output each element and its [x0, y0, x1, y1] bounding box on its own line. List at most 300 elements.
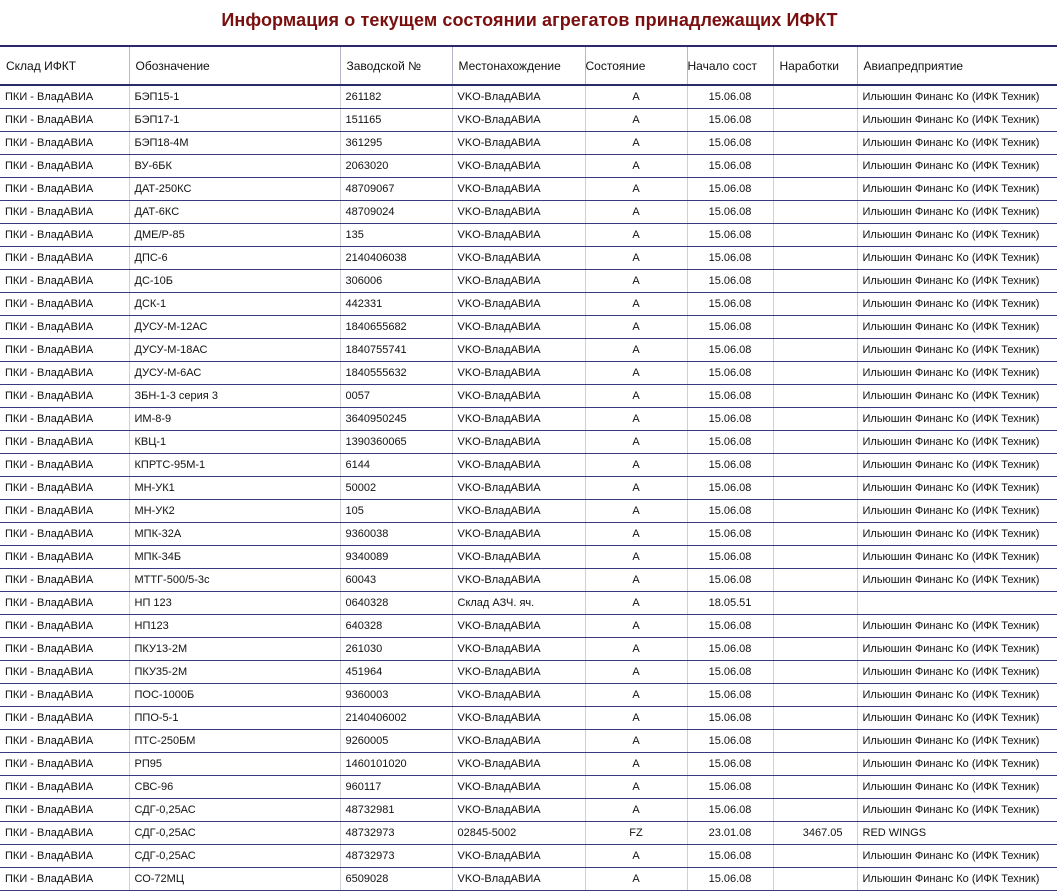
cell-airline: Ильюшин Финанс Ко (ИФК Техник): [857, 385, 1057, 408]
table-row[interactable]: [0, 661, 1057, 684]
cell-warehouse: ПКИ - ВладАВИА: [0, 684, 129, 707]
cell-warehouse: ПКИ - ВладАВИА: [0, 753, 129, 776]
cell-state: A: [585, 362, 687, 385]
table-row[interactable]: [0, 707, 1057, 730]
cell-airline: Ильюшин Финанс Ко (ИФК Техник): [857, 523, 1057, 546]
cell-designation: ДМЕ/Р-85: [129, 224, 340, 247]
cell-state: A: [585, 500, 687, 523]
cell-warehouse: ПКИ - ВладАВИА: [0, 707, 129, 730]
cell-state-start: 15.06.08: [687, 454, 773, 477]
cell-state: A: [585, 799, 687, 822]
cell-airline: Ильюшин Финанс Ко (ИФК Техник): [857, 201, 1057, 224]
cell-location: VKO-ВладАВИА: [452, 730, 585, 753]
cell-location: VKO-ВладАВИА: [452, 477, 585, 500]
table-row[interactable]: [0, 500, 1057, 523]
column-header-airline[interactable]: Авиапредприятие: [857, 46, 1057, 85]
column-header-serial-number[interactable]: Заводской №: [340, 46, 452, 85]
cell-operating-time: [773, 661, 857, 684]
table-row[interactable]: [0, 362, 1057, 385]
table-row[interactable]: [0, 523, 1057, 546]
cell-state-start: 15.06.08: [687, 799, 773, 822]
cell-serial-number: 50002: [340, 477, 452, 500]
cell-warehouse: ПКИ - ВладАВИА: [0, 155, 129, 178]
cell-state: A: [585, 339, 687, 362]
cell-designation: ДСК-1: [129, 293, 340, 316]
cell-warehouse: ПКИ - ВладАВИА: [0, 845, 129, 868]
cell-operating-time: [773, 224, 857, 247]
cell-warehouse: ПКИ - ВладАВИА: [0, 523, 129, 546]
cell-state: A: [585, 730, 687, 753]
cell-state: A: [585, 155, 687, 178]
cell-location: VKO-ВладАВИА: [452, 661, 585, 684]
cell-operating-time: [773, 776, 857, 799]
cell-airline: Ильюшин Финанс Ко (ИФК Техник): [857, 546, 1057, 569]
table-row[interactable]: [0, 799, 1057, 822]
cell-designation: ДУСУ-М-12АС: [129, 316, 340, 339]
cell-warehouse: ПКИ - ВладАВИА: [0, 454, 129, 477]
cell-operating-time: [773, 799, 857, 822]
cell-serial-number: 48732973: [340, 822, 452, 845]
cell-designation: ИМ-8-9: [129, 408, 340, 431]
table-row[interactable]: [0, 845, 1057, 868]
cell-location: VKO-ВладАВИА: [452, 615, 585, 638]
cell-serial-number: 0057: [340, 385, 452, 408]
cell-airline: Ильюшин Финанс Ко (ИФК Техник): [857, 362, 1057, 385]
page-title: Информация о текущем состоянии агрегатов принадлежащих ИФКТ: [221, 10, 838, 30]
cell-state-start: 15.06.08: [687, 661, 773, 684]
cell-designation: МН-УК2: [129, 500, 340, 523]
cell-designation: ПКУ13-2М: [129, 638, 340, 661]
cell-airline: Ильюшин Финанс Ко (ИФК Техник): [857, 753, 1057, 776]
cell-state-start: 15.06.08: [687, 293, 773, 316]
cell-serial-number: 442331: [340, 293, 452, 316]
cell-serial-number: 151165: [340, 109, 452, 132]
cell-location: VKO-ВладАВИА: [452, 293, 585, 316]
cell-designation: СО-72МЦ: [129, 868, 340, 891]
cell-warehouse: ПКИ - ВладАВИА: [0, 201, 129, 224]
table-row[interactable]: [0, 546, 1057, 569]
cell-airline: Ильюшин Финанс Ко (ИФК Техник): [857, 85, 1057, 109]
table-row[interactable]: [0, 385, 1057, 408]
cell-location: VKO-ВладАВИА: [452, 385, 585, 408]
cell-warehouse: ПКИ - ВладАВИА: [0, 546, 129, 569]
table-row[interactable]: [0, 155, 1057, 178]
cell-state-start: 15.06.08: [687, 868, 773, 891]
cell-designation: ДУСУ-М-6АС: [129, 362, 340, 385]
cell-operating-time: [773, 85, 857, 109]
cell-serial-number: 1390360065: [340, 431, 452, 454]
cell-operating-time: [773, 362, 857, 385]
cell-operating-time: [773, 615, 857, 638]
cell-state: A: [585, 85, 687, 109]
cell-serial-number: 6144: [340, 454, 452, 477]
cell-designation: ЗБН-1-3 серия 3: [129, 385, 340, 408]
cell-state: A: [585, 661, 687, 684]
cell-designation: МПК-32А: [129, 523, 340, 546]
cell-location: VKO-ВладАВИА: [452, 270, 585, 293]
cell-operating-time: [773, 431, 857, 454]
cell-airline: Ильюшин Финанс Ко (ИФК Техник): [857, 408, 1057, 431]
cell-designation: СДГ-0,25АС: [129, 822, 340, 845]
cell-location: VKO-ВладАВИА: [452, 109, 585, 132]
cell-warehouse: ПКИ - ВладАВИА: [0, 385, 129, 408]
cell-designation: КВЦ-1: [129, 431, 340, 454]
column-header-state-start[interactable]: Начало сост: [687, 46, 773, 85]
cell-designation: МН-УК1: [129, 477, 340, 500]
cell-location: VKO-ВладАВИА: [452, 868, 585, 891]
cell-serial-number: 3640950245: [340, 408, 452, 431]
cell-designation: МТТГ-500/5-3с: [129, 569, 340, 592]
cell-designation: НП 123: [129, 592, 340, 615]
cell-serial-number: 105: [340, 500, 452, 523]
cell-airline: Ильюшин Финанс Ко (ИФК Техник): [857, 270, 1057, 293]
cell-designation: БЭП15-1: [129, 85, 340, 109]
cell-designation: ДАТ-6КС: [129, 201, 340, 224]
table-row[interactable]: [0, 339, 1057, 362]
cell-operating-time: [773, 201, 857, 224]
cell-state: A: [585, 523, 687, 546]
cell-state: A: [585, 546, 687, 569]
cell-state: A: [585, 753, 687, 776]
cell-state: FZ: [585, 822, 687, 845]
cell-airline: Ильюшин Финанс Ко (ИФК Техник): [857, 661, 1057, 684]
cell-airline: Ильюшин Финанс Ко (ИФК Техник): [857, 638, 1057, 661]
cell-location: VKO-ВладАВИА: [452, 362, 585, 385]
cell-serial-number: 9340089: [340, 546, 452, 569]
cell-state: A: [585, 477, 687, 500]
cell-warehouse: ПКИ - ВладАВИА: [0, 316, 129, 339]
cell-airline: Ильюшин Финанс Ко (ИФК Техник): [857, 500, 1057, 523]
cell-designation: ДПС-6: [129, 247, 340, 270]
cell-state: A: [585, 408, 687, 431]
column-header-state[interactable]: Состояние: [585, 46, 687, 85]
cell-airline: Ильюшин Финанс Ко (ИФК Техник): [857, 799, 1057, 822]
cell-airline: [857, 592, 1057, 615]
cell-warehouse: ПКИ - ВладАВИА: [0, 293, 129, 316]
cell-operating-time: [773, 523, 857, 546]
cell-state-start: 15.06.08: [687, 431, 773, 454]
table-row[interactable]: [0, 615, 1057, 638]
cell-state-start: 15.06.08: [687, 362, 773, 385]
cell-state-start: 15.06.08: [687, 270, 773, 293]
cell-location: VKO-ВладАВИА: [452, 201, 585, 224]
cell-state-start: 15.06.08: [687, 201, 773, 224]
cell-airline: Ильюшин Финанс Ко (ИФК Техник): [857, 431, 1057, 454]
table-row[interactable]: [0, 868, 1057, 891]
cell-warehouse: ПКИ - ВладАВИА: [0, 431, 129, 454]
cell-location: VKO-ВладАВИА: [452, 454, 585, 477]
cell-state-start: 15.06.08: [687, 638, 773, 661]
cell-operating-time: [773, 546, 857, 569]
table-row[interactable]: [0, 730, 1057, 753]
cell-state: A: [585, 707, 687, 730]
cell-location: VKO-ВладАВИА: [452, 523, 585, 546]
cell-location: VKO-ВладАВИА: [452, 132, 585, 155]
cell-airline: Ильюшин Финанс Ко (ИФК Техник): [857, 615, 1057, 638]
cell-operating-time: [773, 270, 857, 293]
cell-state-start: 15.06.08: [687, 477, 773, 500]
cell-operating-time: [773, 155, 857, 178]
cell-warehouse: ПКИ - ВладАВИА: [0, 339, 129, 362]
table-row[interactable]: [0, 316, 1057, 339]
cell-warehouse: ПКИ - ВладАВИА: [0, 224, 129, 247]
cell-warehouse: ПКИ - ВладАВИА: [0, 822, 129, 845]
cell-location: VKO-ВладАВИА: [452, 247, 585, 270]
cell-operating-time: [773, 132, 857, 155]
cell-warehouse: ПКИ - ВладАВИА: [0, 638, 129, 661]
cell-state-start: 15.06.08: [687, 385, 773, 408]
cell-serial-number: 261182: [340, 85, 452, 109]
cell-state: A: [585, 132, 687, 155]
table-row[interactable]: [0, 776, 1057, 799]
cell-location: Склад АЗЧ. яч.: [452, 592, 585, 615]
cell-state-start: 15.06.08: [687, 316, 773, 339]
cell-operating-time: [773, 638, 857, 661]
cell-serial-number: 48709024: [340, 201, 452, 224]
cell-state-start: 15.06.08: [687, 776, 773, 799]
cell-designation: ППО-5-1: [129, 707, 340, 730]
cell-state: A: [585, 385, 687, 408]
cell-state: A: [585, 868, 687, 891]
column-header-operating-time[interactable]: Наработки: [773, 46, 857, 85]
cell-warehouse: ПКИ - ВладАВИА: [0, 661, 129, 684]
cell-designation: НП123: [129, 615, 340, 638]
cell-operating-time: [773, 569, 857, 592]
cell-operating-time: [773, 247, 857, 270]
table-row[interactable]: [0, 270, 1057, 293]
cell-state-start: 15.06.08: [687, 408, 773, 431]
cell-state-start: 15.06.08: [687, 500, 773, 523]
cell-operating-time: [773, 730, 857, 753]
cell-state-start: 15.06.08: [687, 339, 773, 362]
table-row[interactable]: [0, 477, 1057, 500]
table-row[interactable]: [0, 753, 1057, 776]
cell-designation: ДАТ-250КС: [129, 178, 340, 201]
cell-state-start: 15.06.08: [687, 109, 773, 132]
cell-designation: РП95: [129, 753, 340, 776]
cell-serial-number: 306006: [340, 270, 452, 293]
table-row[interactable]: [0, 132, 1057, 155]
cell-state: A: [585, 431, 687, 454]
cell-serial-number: 6509028: [340, 868, 452, 891]
cell-location: VKO-ВладАВИА: [452, 569, 585, 592]
cell-airline: Ильюшин Финанс Ко (ИФК Техник): [857, 247, 1057, 270]
cell-operating-time: [773, 316, 857, 339]
cell-designation: ДУСУ-М-18АС: [129, 339, 340, 362]
cell-warehouse: ПКИ - ВладАВИА: [0, 477, 129, 500]
cell-location: VKO-ВладАВИА: [452, 431, 585, 454]
cell-operating-time: [773, 684, 857, 707]
cell-operating-time: [773, 293, 857, 316]
table-header-row: [0, 46, 1057, 85]
cell-serial-number: 261030: [340, 638, 452, 661]
cell-warehouse: ПКИ - ВладАВИА: [0, 408, 129, 431]
cell-state: A: [585, 592, 687, 615]
cell-serial-number: 48732981: [340, 799, 452, 822]
cell-operating-time: [773, 178, 857, 201]
cell-warehouse: ПКИ - ВладАВИА: [0, 730, 129, 753]
cell-state-start: 18.05.51: [687, 592, 773, 615]
table-row[interactable]: [0, 592, 1057, 615]
cell-airline: Ильюшин Финанс Ко (ИФК Техник): [857, 730, 1057, 753]
cell-location: VKO-ВладАВИА: [452, 155, 585, 178]
column-header-designation[interactable]: Обозначение: [129, 46, 340, 85]
cell-location: VKO-ВладАВИА: [452, 684, 585, 707]
cell-state-start: 15.06.08: [687, 224, 773, 247]
cell-state-start: 15.06.08: [687, 523, 773, 546]
cell-serial-number: 640328: [340, 615, 452, 638]
cell-location: VKO-ВладАВИА: [452, 316, 585, 339]
cell-serial-number: 48709067: [340, 178, 452, 201]
cell-designation: ПТС-250БМ: [129, 730, 340, 753]
cell-airline: Ильюшин Финанс Ко (ИФК Техник): [857, 454, 1057, 477]
cell-airline: Ильюшин Финанс Ко (ИФК Техник): [857, 868, 1057, 891]
table-row[interactable]: [0, 247, 1057, 270]
cell-warehouse: ПКИ - ВладАВИА: [0, 776, 129, 799]
cell-operating-time: [773, 408, 857, 431]
table-row[interactable]: [0, 822, 1057, 845]
cell-state: A: [585, 684, 687, 707]
cell-airline: Ильюшин Финанс Ко (ИФК Техник): [857, 316, 1057, 339]
cell-designation: ДС-10Б: [129, 270, 340, 293]
cell-state: A: [585, 109, 687, 132]
table-row[interactable]: [0, 178, 1057, 201]
cell-serial-number: 2140406002: [340, 707, 452, 730]
cell-serial-number: 1460101020: [340, 753, 452, 776]
cell-serial-number: 135: [340, 224, 452, 247]
cell-designation: СДГ-0,25АС: [129, 845, 340, 868]
cell-state-start: 15.06.08: [687, 753, 773, 776]
cell-airline: Ильюшин Финанс Ко (ИФК Техник): [857, 477, 1057, 500]
cell-state-start: 15.06.08: [687, 85, 773, 109]
cell-designation: БЭП18-4М: [129, 132, 340, 155]
cell-airline: Ильюшин Финанс Ко (ИФК Техник): [857, 109, 1057, 132]
table-row[interactable]: [0, 638, 1057, 661]
cell-airline: Ильюшин Финанс Ко (ИФК Техник): [857, 339, 1057, 362]
cell-serial-number: 9360003: [340, 684, 452, 707]
cell-state: A: [585, 270, 687, 293]
column-header-warehouse[interactable]: Склад ИФКТ: [0, 46, 129, 85]
cell-state: A: [585, 178, 687, 201]
table-row[interactable]: [0, 684, 1057, 707]
cell-location: VKO-ВладАВИА: [452, 753, 585, 776]
cell-state: A: [585, 247, 687, 270]
cell-location: VKO-ВладАВИА: [452, 776, 585, 799]
cell-state-start: 15.06.08: [687, 684, 773, 707]
cell-airline: Ильюшин Финанс Ко (ИФК Техник): [857, 684, 1057, 707]
cell-designation: ВУ-6БК: [129, 155, 340, 178]
cell-airline: Ильюшин Финанс Ко (ИФК Техник): [857, 132, 1057, 155]
cell-airline: Ильюшин Финанс Ко (ИФК Техник): [857, 845, 1057, 868]
table-row[interactable]: [0, 408, 1057, 431]
cell-state: A: [585, 845, 687, 868]
cell-location: VKO-ВладАВИА: [452, 178, 585, 201]
cell-state-start: 15.06.08: [687, 178, 773, 201]
cell-state-start: 15.06.08: [687, 707, 773, 730]
column-header-location[interactable]: Местонахождение: [452, 46, 585, 85]
cell-designation: ПКУ35-2М: [129, 661, 340, 684]
cell-serial-number: 1840555632: [340, 362, 452, 385]
cell-state-start: 15.06.08: [687, 132, 773, 155]
cell-designation: МПК-34Б: [129, 546, 340, 569]
cell-serial-number: 0640328: [340, 592, 452, 615]
cell-warehouse: ПКИ - ВладАВИА: [0, 109, 129, 132]
cell-location: VKO-ВладАВИА: [452, 85, 585, 109]
cell-state: A: [585, 316, 687, 339]
cell-state-start: 15.06.08: [687, 546, 773, 569]
table-row[interactable]: [0, 109, 1057, 132]
cell-state-start: 15.06.08: [687, 615, 773, 638]
cell-state-start: 23.01.08: [687, 822, 773, 845]
cell-warehouse: ПКИ - ВладАВИА: [0, 362, 129, 385]
cell-location: VKO-ВладАВИА: [452, 546, 585, 569]
cell-state-start: 15.06.08: [687, 569, 773, 592]
table-row[interactable]: [0, 569, 1057, 592]
cell-airline: Ильюшин Финанс Ко (ИФК Техник): [857, 224, 1057, 247]
cell-serial-number: 2140406038: [340, 247, 452, 270]
cell-designation: БЭП17-1: [129, 109, 340, 132]
cell-airline: Ильюшин Финанс Ко (ИФК Техник): [857, 293, 1057, 316]
cell-warehouse: ПКИ - ВладАВИА: [0, 592, 129, 615]
table-row[interactable]: [0, 224, 1057, 247]
cell-warehouse: ПКИ - ВладАВИА: [0, 132, 129, 155]
cell-warehouse: ПКИ - ВладАВИА: [0, 569, 129, 592]
cell-warehouse: ПКИ - ВладАВИА: [0, 178, 129, 201]
cell-location: VKO-ВладАВИА: [452, 799, 585, 822]
cell-operating-time: [773, 592, 857, 615]
cell-operating-time: [773, 500, 857, 523]
cell-operating-time: [773, 707, 857, 730]
cell-airline: Ильюшин Финанс Ко (ИФК Техник): [857, 178, 1057, 201]
cell-warehouse: ПКИ - ВладАВИА: [0, 247, 129, 270]
cell-location: VKO-ВладАВИА: [452, 638, 585, 661]
cell-state: A: [585, 224, 687, 247]
aggregates-table: [0, 45, 1057, 891]
cell-serial-number: 2063020: [340, 155, 452, 178]
cell-state: A: [585, 293, 687, 316]
cell-operating-time: [773, 753, 857, 776]
cell-operating-time: [773, 385, 857, 408]
cell-serial-number: 1840755741: [340, 339, 452, 362]
table-row[interactable]: [0, 85, 1057, 109]
cell-serial-number: 960117: [340, 776, 452, 799]
table-row[interactable]: [0, 431, 1057, 454]
cell-state: A: [585, 569, 687, 592]
table-row[interactable]: [0, 293, 1057, 316]
cell-airline: Ильюшин Финанс Ко (ИФК Техник): [857, 569, 1057, 592]
table-body: [0, 85, 1057, 891]
cell-state: A: [585, 615, 687, 638]
cell-warehouse: ПКИ - ВладАВИА: [0, 615, 129, 638]
cell-serial-number: 9260005: [340, 730, 452, 753]
cell-operating-time: [773, 868, 857, 891]
cell-airline: Ильюшин Финанс Ко (ИФК Техник): [857, 776, 1057, 799]
cell-serial-number: 361295: [340, 132, 452, 155]
cell-operating-time: [773, 339, 857, 362]
cell-state-start: 15.06.08: [687, 845, 773, 868]
cell-location: VKO-ВладАВИА: [452, 707, 585, 730]
cell-state-start: 15.06.08: [687, 247, 773, 270]
cell-location: VKO-ВладАВИА: [452, 845, 585, 868]
table-row[interactable]: [0, 201, 1057, 224]
cell-state: A: [585, 454, 687, 477]
cell-serial-number: 60043: [340, 569, 452, 592]
cell-designation: КПРТС-95М-1: [129, 454, 340, 477]
cell-warehouse: ПКИ - ВладАВИА: [0, 270, 129, 293]
cell-designation: СВС-96: [129, 776, 340, 799]
cell-operating-time: 3467.05: [773, 822, 857, 845]
table-row[interactable]: [0, 454, 1057, 477]
